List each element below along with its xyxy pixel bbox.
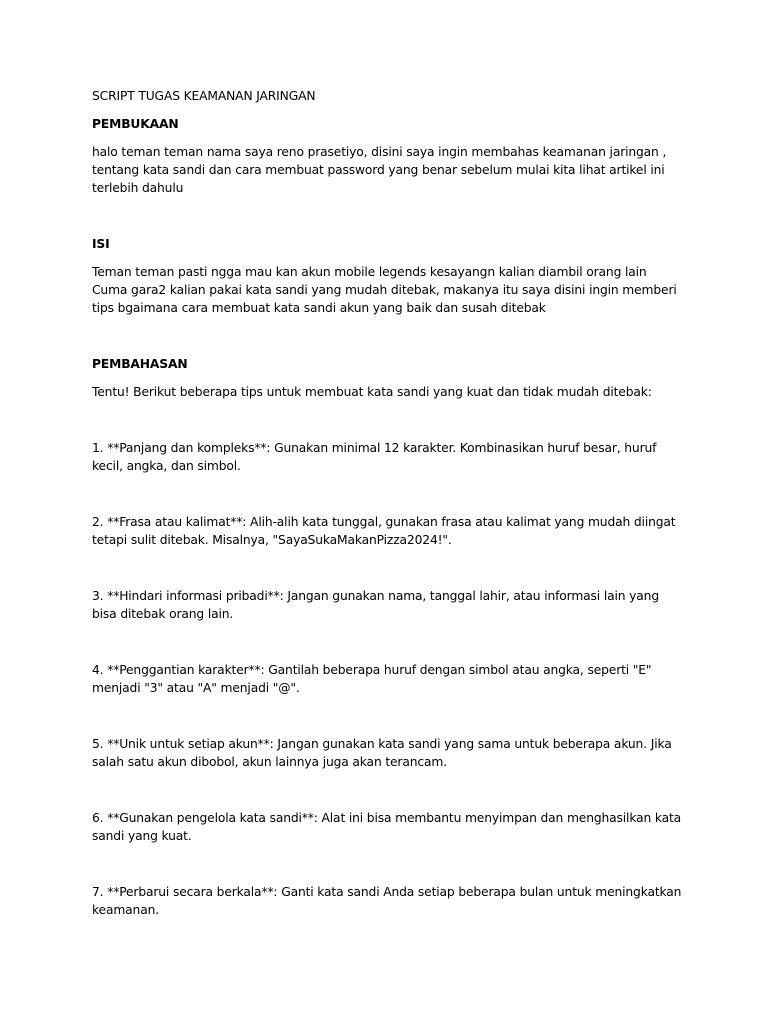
tip-item: 5. **Unik untuk setiap akun**: Jangan gunakan kata sandi yang sama untuk beberapa akun. Jika salah satu akun dibobol, akun lainnya juga akan terancam.	[92, 737, 672, 769]
tip-item: 6. **Gunakan pengelola kata sandi**: Alat ini bisa membantu menyimpan dan menghasilkan kata sandi yang kuat.	[92, 811, 682, 843]
paragraph-opening: halo teman teman nama saya reno prasetiyo, disini saya ingin membahas keamanan jaringan , tentang kata sandi dan cara membuat password yang benar sebelum mulai kita lihat artikel ini terlebih dahulu	[92, 145, 667, 195]
blank-line	[92, 633, 682, 651]
blank-line	[92, 327, 682, 345]
tip-item: 1. **Panjang dan kompleks**: Gunakan minimal 12 karakter. Kombinasikan huruf besar, huruf kecil, angka, dan simbol.	[92, 441, 657, 473]
paragraph-body: Teman teman pasti ngga mau kan akun mobile legends kesayangn kalian diambil orang lain Cuma gara2 kalian pakai kata sandi yang mudah ditebak, makanya itu saya disini ingin memberi tips bgaimana cara membuat kata sandi akun yang baik dan susah ditebak	[92, 265, 677, 315]
blank-line	[92, 781, 682, 799]
tip-item: 7. **Perbarui secara berkala**: Ganti kata sandi Anda setiap beberapa bulan untuk meningkatkan keamanan.	[92, 885, 682, 917]
heading-opening: PEMBUKAAN	[92, 117, 179, 131]
heading-body: ISI	[92, 237, 110, 251]
document-title: SCRIPT TUGAS KEAMANAN JARINGAN	[92, 89, 316, 103]
tip-item: 4. **Penggantian karakter**: Gantilah beberapa huruf dengan simbol atau angka, seperti "E" menjadi "3" atau "A" menjadi "@".	[92, 663, 652, 695]
blank-line	[92, 411, 682, 429]
blank-line	[92, 207, 682, 225]
paragraph-discussion-intro: Tentu! Berikut beberapa tips untuk membuat kata sandi yang kuat dan tidak mudah ditebak:	[92, 385, 652, 399]
blank-line	[92, 485, 682, 503]
blank-line	[92, 707, 682, 725]
tip-item: 2. **Frasa atau kalimat**: Alih-alih kata tunggal, gunakan frasa atau kalimat yang mudah diingat tetapi sulit ditebak. Misalnya, "SayaSukaMakanPizza2024!".	[92, 515, 676, 547]
heading-discussion: PEMBAHASAN	[92, 357, 188, 371]
blank-line	[92, 559, 682, 577]
tip-item: 3. **Hindari informasi pribadi**: Jangan gunakan nama, tanggal lahir, atau informasi lain yang bisa ditebak orang lain.	[92, 589, 659, 621]
document-page	[92, 87, 682, 929]
blank-line	[92, 855, 682, 873]
